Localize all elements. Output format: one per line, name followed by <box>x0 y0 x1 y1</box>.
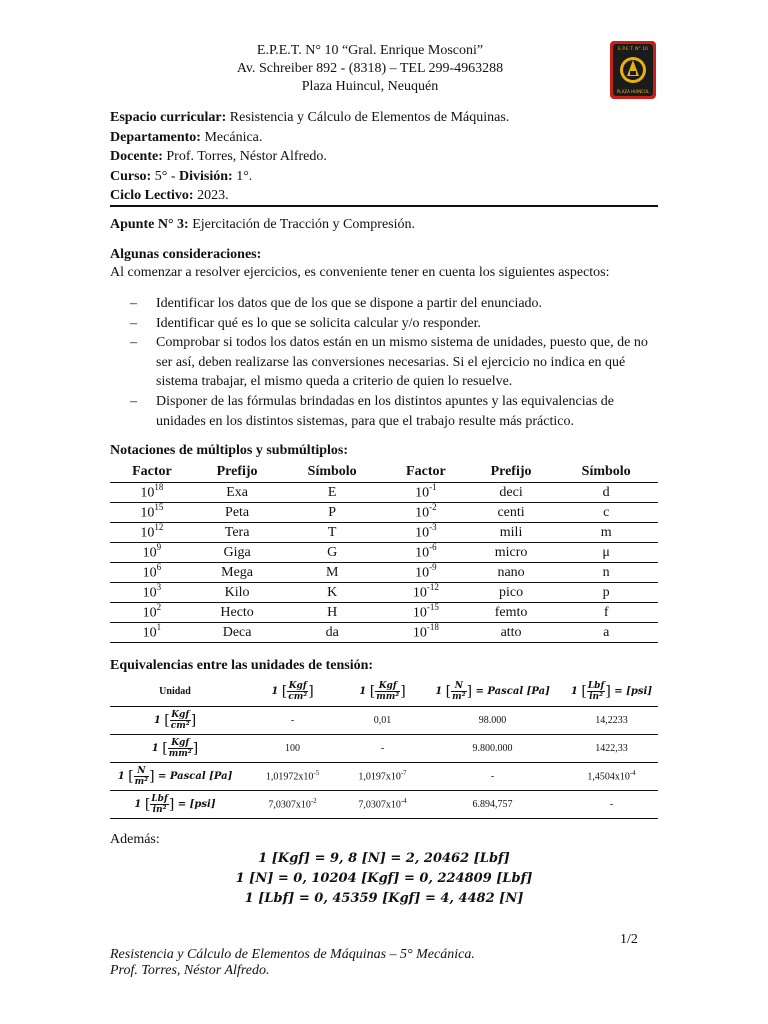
school-city: Plaza Huincul, Neuquén <box>301 79 439 94</box>
value-cell <box>345 790 420 818</box>
departamento: Departamento: Mecánica. <box>110 129 263 145</box>
factor-cell <box>384 563 468 583</box>
column-header: Factor <box>384 462 468 483</box>
value-text: 1422,33 <box>595 742 628 754</box>
symbol-cell: T <box>280 523 384 543</box>
prefix-cell: Peta <box>194 503 281 523</box>
unit-fraction <box>375 681 400 702</box>
factor-exponent: -1 <box>429 482 437 493</box>
consideraciones-intro: Al comenzar a resolver ejercicios, es conveniente tener en cuenta los siguientes aspectos: <box>110 265 610 280</box>
factor-cell <box>110 543 194 563</box>
value-text: - <box>609 798 614 810</box>
logo-bottom-text: PLAZA HUINCUL <box>616 89 650 94</box>
value-cell <box>240 706 345 734</box>
prefix-cell: deci <box>468 483 555 503</box>
factor-exponent: -6 <box>429 542 437 553</box>
value-exponent: -5 <box>313 769 320 778</box>
prefix-cell: Tera <box>194 523 281 543</box>
table-row <box>110 503 658 523</box>
value-cell <box>420 706 565 734</box>
prefix-cell: mili <box>468 523 555 543</box>
page-number: 1/2 <box>620 932 638 947</box>
value-cell <box>240 790 345 818</box>
table-row <box>110 523 658 543</box>
value-exponent: -7 <box>400 769 407 778</box>
factor-cell <box>384 503 468 523</box>
factor-exponent: 1 <box>156 622 162 633</box>
list-item: – Disponer de las fórmulas brindadas en los distintos apuntes y las equivalencias de unidades en los distintos sistemas, para que el trabajo resulte más práctico. <box>130 393 615 429</box>
column-header <box>565 677 658 706</box>
symbol-cell: M <box>280 563 384 583</box>
apunte-title: Apunte N° 3: Ejercitación de Tracción y Compresión. <box>110 217 416 232</box>
value-base: 1,01972x10 <box>265 771 314 783</box>
factor-base: 10 <box>412 585 427 601</box>
prefix-cell: femto <box>468 603 555 623</box>
value-text: 9.800.000 <box>472 742 513 754</box>
value-text: 98.000 <box>478 714 507 726</box>
table-row <box>110 706 658 734</box>
unit-n_m2: 1 [ $\frac{N}{\text{m²}}$ ] = Pascal [Pa] <box>435 680 550 702</box>
list-item: – Comprobar si todos los datos están en un mismo sistema de unidades, puesto que, de no ser así, deben realizarse las conversiones necesarias. Si el ejercicio no indica en qué sistema trabajar, el mismo queda a criterio de quien lo resuelve. <box>130 335 648 390</box>
factor-cell <box>110 483 194 503</box>
unit-one: 1 <box>134 798 142 810</box>
school-header <box>150 42 590 96</box>
prefix-cell: Deca <box>194 623 281 643</box>
factor-cell <box>110 623 194 643</box>
docente: Docente: Prof. Torres, Néstor Alfredo. <box>110 149 327 165</box>
value-cell <box>565 706 658 734</box>
prefix-cell: Hecto <box>194 603 281 623</box>
factor-exponent: 9 <box>156 542 162 553</box>
unit-alias: Pascal [Pa] <box>169 770 233 782</box>
unit-fraction <box>587 681 606 702</box>
factor-base: 10 <box>142 585 157 601</box>
column-header <box>345 677 420 706</box>
symbol-cell: K <box>280 583 384 603</box>
prefix-cell: centi <box>468 503 555 523</box>
symbol-cell: n <box>554 563 658 583</box>
value-cell <box>345 734 420 762</box>
factor-base: 10 <box>142 565 157 581</box>
factor-exponent: 15 <box>154 502 164 513</box>
value-cell <box>240 734 345 762</box>
symbol-cell: μ <box>554 543 658 563</box>
value-cell <box>345 706 420 734</box>
multiplos-table <box>110 462 658 643</box>
factor-cell <box>384 523 468 543</box>
unit-fraction <box>150 794 169 815</box>
school-address: Av. Schreiber 892 - (8318) – TEL 299-4963288 <box>236 61 504 76</box>
factor-base: 10 <box>142 625 157 641</box>
factor-cell <box>110 603 194 623</box>
unit-lbf_in2: 1 [ $\frac{\text{Lbf}}{\text{in²}}$ ] = [psi] <box>570 680 653 702</box>
unit-numerator: Kgf <box>375 681 400 692</box>
unit-fraction <box>168 738 193 759</box>
unit-equals: = <box>614 685 623 697</box>
unit-denominator: mm² <box>376 691 400 702</box>
prefix-cell: atto <box>468 623 555 643</box>
unit-one: 1 <box>271 685 279 697</box>
unit-denominator: cm² <box>170 720 190 731</box>
espacio-curricular: Espacio curricular: Resistencia y Cálculo de Elementos de Máquinas. <box>110 110 510 125</box>
factor-base: 10 <box>415 565 430 581</box>
unit-equals: = <box>158 770 167 782</box>
unit-fraction <box>170 710 191 731</box>
value-cell <box>345 762 420 790</box>
unit-equals: = <box>475 685 484 697</box>
factor-base: 10 <box>415 545 430 561</box>
value-base: 1,4504x10 <box>587 771 630 783</box>
unit-denominator: mm² <box>168 748 192 759</box>
symbol-cell: E <box>280 483 384 503</box>
factor-exponent: 12 <box>154 522 164 533</box>
value-cell <box>420 790 565 818</box>
factor-cell <box>384 543 468 563</box>
ademas-label: Además: <box>110 832 160 847</box>
value-text: - <box>380 742 385 754</box>
factor-cell <box>384 483 468 503</box>
list-item: – Identificar los datos que de los que se dispone a partir del enunciado. <box>130 296 543 311</box>
table-header-row <box>110 677 658 706</box>
factor-base: 10 <box>140 485 155 501</box>
table-row <box>110 734 658 762</box>
value-text: - <box>490 770 495 782</box>
multiplos-title: Notaciones de múltiplos y submúltiplos: <box>110 443 349 458</box>
ciclo-lectivo: Ciclo Lectivo: 2023. <box>110 188 229 204</box>
unit-kgf_mm2: 1 [ $\frac{\text{Kgf}}{\text{mm²}}$ ] <box>151 737 199 759</box>
value-text: - <box>290 714 295 726</box>
symbol-cell: H <box>280 603 384 623</box>
school-name: E.P.E.T. N° 10 “Gral. Enrique Mosconi” <box>256 43 484 58</box>
value-text: 6.894,757 <box>472 798 513 810</box>
school-logo <box>610 41 656 99</box>
table-header-row <box>110 462 658 483</box>
symbol-cell: d <box>554 483 658 503</box>
table-row <box>110 762 658 790</box>
factor-exponent: -15 <box>426 602 439 613</box>
symbol-cell: a <box>554 623 658 643</box>
value-cell <box>565 734 658 762</box>
prefix-cell: Kilo <box>194 583 281 603</box>
prefix-cell: Giga <box>194 543 281 563</box>
unit-numerator: Kgf <box>171 709 190 720</box>
page-footer <box>110 947 475 979</box>
factor-exponent: 3 <box>156 582 162 593</box>
table-row <box>110 543 658 563</box>
unit-numerator: Kgf <box>288 680 307 691</box>
prefix-cell: nano <box>468 563 555 583</box>
factor-exponent: -12 <box>426 582 439 593</box>
prefix-cell: Mega <box>194 563 281 583</box>
value-base: 7,0307x10 <box>358 799 401 811</box>
factor-exponent: -2 <box>429 502 437 513</box>
value-base: 1,0197x10 <box>358 771 401 783</box>
unit-denominator: m² <box>452 691 466 702</box>
factor-base: 10 <box>415 485 430 501</box>
value-text: 14,2233 <box>595 714 628 726</box>
table-row <box>110 583 658 603</box>
symbol-cell: P <box>280 503 384 523</box>
value-base: 7,0307x10 <box>268 799 311 811</box>
unit-denominator: cm² <box>288 691 308 702</box>
row-unit-cell <box>110 734 240 762</box>
unit-kgf_cm2: 1 [ $\frac{\text{Kgf}}{\text{cm²}}$ ] <box>153 709 197 731</box>
unit-n_m2: 1 [ $\frac{N}{\text{m²}}$ ] = Pascal [Pa] <box>117 765 233 787</box>
factor-cell <box>384 603 468 623</box>
course-info <box>110 108 509 206</box>
value-text: 0,01 <box>373 714 392 726</box>
unit-alias: [psi] <box>189 798 216 810</box>
column-header: Prefijo <box>468 462 555 483</box>
value-cell <box>420 762 565 790</box>
unit-kgf_mm2: 1 [ $\frac{\text{Kgf}}{\text{mm²}}$ ] <box>359 680 406 702</box>
footer-teacher: Prof. Torres, Néstor Alfredo. <box>110 963 270 978</box>
unit-fraction <box>287 681 308 702</box>
unit-alias: Pascal [Pa] <box>487 685 550 697</box>
factor-cell <box>110 523 194 543</box>
unit-denominator: in² <box>589 691 604 702</box>
unit-fraction <box>451 681 466 702</box>
factor-exponent: 6 <box>156 562 162 573</box>
factor-cell <box>384 623 468 643</box>
row-unit-cell <box>110 762 240 790</box>
factor-exponent: -3 <box>429 522 437 533</box>
prefix-cell: Exa <box>194 483 281 503</box>
value-exponent: -4 <box>400 797 407 806</box>
conversion-formulas <box>110 849 658 909</box>
unit-lbf_in2: 1 [ $\frac{\text{Lbf}}{\text{in²}}$ ] = [psi] <box>134 793 216 815</box>
factor-base: 10 <box>415 505 430 521</box>
value-exponent: -4 <box>629 769 636 778</box>
symbol-cell: G <box>280 543 384 563</box>
factor-base: 10 <box>412 625 427 641</box>
unit-equals: = <box>177 798 187 810</box>
factor-exponent: -9 <box>429 562 437 573</box>
list-item: – Identificar qué es lo que se solicita calcular y/o responder. <box>130 315 481 331</box>
column-header: Símbolo <box>554 462 658 483</box>
factor-base: 10 <box>140 525 155 541</box>
table-row <box>110 483 658 503</box>
factor-cell <box>110 563 194 583</box>
table-row <box>110 603 658 623</box>
curso: Curso: 5° - División: 1°. <box>110 168 253 184</box>
unit-one: 1 <box>151 742 159 754</box>
factor-cell <box>384 583 468 603</box>
factor-base: 10 <box>412 605 427 621</box>
table-row <box>110 790 658 818</box>
column-header <box>420 677 565 706</box>
formula-kgf: 1 [Kgf] = 9, 8 [N] = 2, 20462 [Lbf] <box>258 851 510 866</box>
column-header: Factor <box>110 462 194 483</box>
column-header: Símbolo <box>280 462 384 483</box>
value-exponent: -2 <box>310 797 317 806</box>
symbol-cell: f <box>554 603 658 623</box>
unit-denominator: m² <box>134 776 149 787</box>
formula-lbf: 1 [Lbf] = 0, 45359 [Kgf] = 4, 4482 [N] <box>244 891 524 906</box>
unit-numerator: N <box>451 681 466 692</box>
unit-one: 1 <box>117 770 125 782</box>
unidad-header: Unidad <box>110 677 240 706</box>
unit-numerator: Lbf <box>151 793 168 804</box>
unit-numerator: Lbf <box>587 680 605 691</box>
factor-exponent: 18 <box>154 482 164 493</box>
row-unit-cell <box>110 706 240 734</box>
consideraciones-list <box>130 294 660 431</box>
column-header <box>240 677 345 706</box>
consideraciones-title: Algunas consideraciones: <box>110 247 262 262</box>
symbol-cell: da <box>280 623 384 643</box>
unit-kgf_cm2: 1 [ $\frac{\text{Kgf}}{\text{cm²}}$ ] <box>271 680 314 702</box>
unit-one: 1 <box>435 685 443 697</box>
table-row <box>110 563 658 583</box>
factor-cell <box>110 503 194 523</box>
factor-cell <box>110 583 194 603</box>
unit-one: 1 <box>359 685 367 697</box>
equivalencias-table <box>110 677 658 819</box>
footer-subject: Resistencia y Cálculo de Elementos de Máquinas – 5° Mecánica. <box>110 947 475 962</box>
unit-alias: [psi] <box>626 685 653 697</box>
symbol-cell: c <box>554 503 658 523</box>
symbol-cell: m <box>554 523 658 543</box>
unit-denominator: in² <box>152 804 167 815</box>
unit-numerator: Kgf <box>168 738 193 749</box>
unit-one: 1 <box>570 685 578 697</box>
symbol-cell: p <box>554 583 658 603</box>
value-cell <box>420 734 565 762</box>
unit-one: 1 <box>153 714 161 726</box>
value-text: 100 <box>285 742 300 754</box>
unit-fraction <box>134 766 149 787</box>
value-cell <box>565 762 658 790</box>
equivalencias-title: Equivalencias entre las unidades de tensión: <box>110 658 374 673</box>
factor-base: 10 <box>415 525 430 541</box>
table-row <box>110 623 658 643</box>
column-header: Prefijo <box>194 462 281 483</box>
formula-n: 1 [N] = 0, 10204 [Kgf] = 0, 224809 [Lbf] <box>235 871 533 886</box>
factor-exponent: 2 <box>156 602 162 613</box>
prefix-cell: micro <box>468 543 555 563</box>
factor-base: 10 <box>140 505 155 521</box>
logo-top-text: E.P.E.T. N° 10 <box>618 47 648 52</box>
prefix-cell: pico <box>468 583 555 603</box>
factor-exponent: -18 <box>426 622 439 633</box>
value-cell <box>565 790 658 818</box>
divider <box>110 205 658 207</box>
factor-base: 10 <box>142 545 157 561</box>
factor-base: 10 <box>142 605 157 621</box>
unit-numerator: N <box>134 766 149 777</box>
value-cell <box>240 762 345 790</box>
row-unit-cell <box>110 790 240 818</box>
